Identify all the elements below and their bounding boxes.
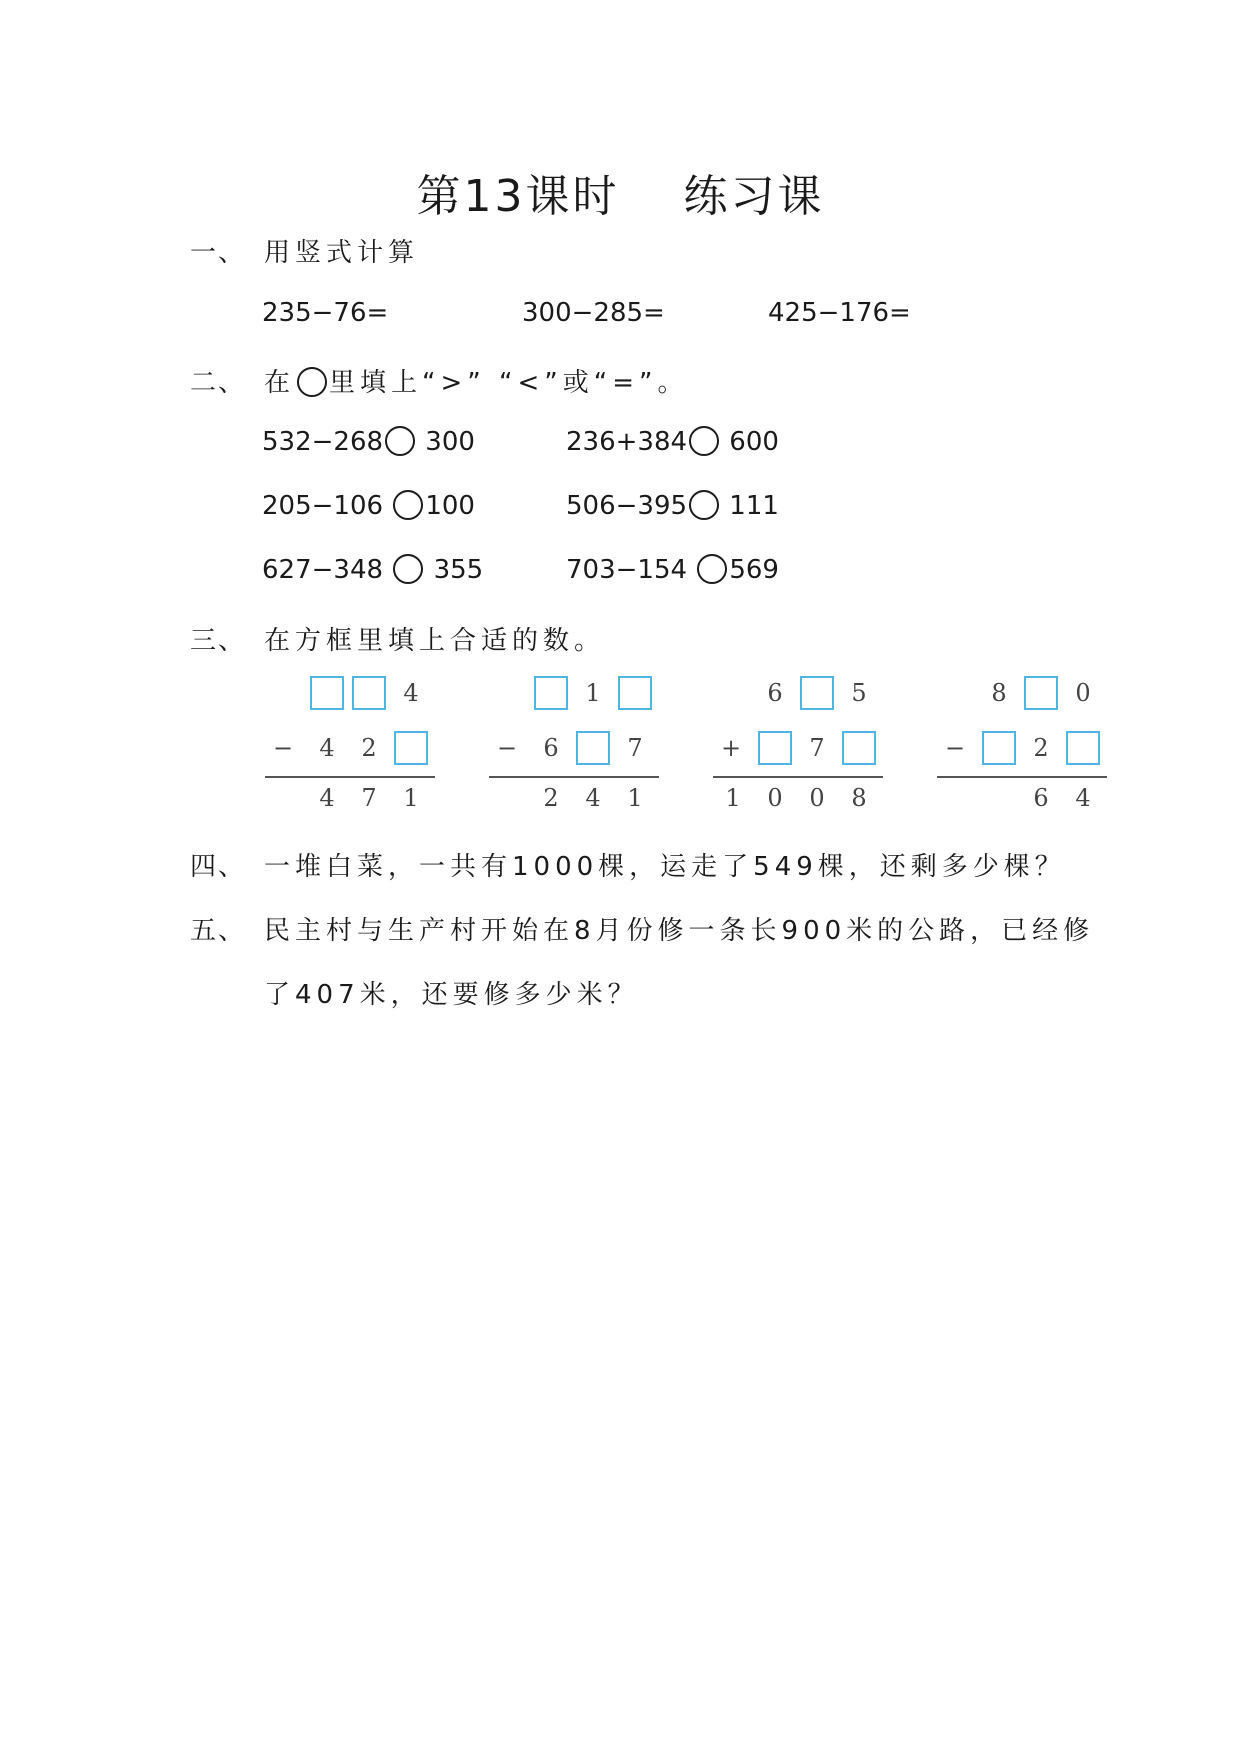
result-line — [489, 776, 659, 778]
compare-value: 600 — [721, 427, 779, 457]
expression: 205−106 — [262, 491, 392, 521]
digit: 6 — [543, 734, 559, 762]
compare-value: 569 — [729, 555, 779, 585]
digit: 5 — [851, 679, 867, 707]
digit: 0 — [1075, 679, 1091, 707]
answer-box[interactable] — [842, 731, 876, 765]
q2-row3-left — [262, 554, 483, 585]
result-digit: 8 — [851, 784, 867, 812]
compare-value: 100 — [425, 491, 475, 521]
question-5-text-line2: 了407米，还要修多少米？ — [264, 980, 639, 1010]
answer-box[interactable] — [576, 731, 610, 765]
result-digit: 1 — [403, 784, 419, 812]
question-4-number: 四、 — [190, 852, 247, 882]
circle-icon — [297, 367, 327, 397]
result-line — [713, 776, 883, 778]
plus-operator: + — [720, 734, 742, 762]
answer-box[interactable] — [1066, 731, 1100, 765]
minus-operator: − — [496, 734, 518, 762]
answer-box[interactable] — [758, 731, 792, 765]
digit: 7 — [627, 734, 643, 762]
q2-text-before: 在 — [264, 368, 296, 398]
result-digit: 0 — [767, 784, 783, 812]
expression: 627−348 — [262, 555, 392, 585]
minus-operator: − — [944, 734, 966, 762]
digit: 7 — [809, 734, 825, 762]
compare-circle[interactable] — [393, 554, 423, 584]
answer-box[interactable] — [982, 731, 1016, 765]
q2-row3-right — [566, 554, 779, 585]
question-3-number: 三、 — [190, 626, 247, 656]
question-2-text — [264, 362, 688, 399]
answer-box[interactable] — [1024, 676, 1058, 710]
compare-value: 111 — [721, 491, 779, 521]
compare-circle[interactable] — [689, 426, 719, 456]
result-digit: 4 — [585, 784, 601, 812]
result-line — [265, 776, 435, 778]
digit: 4 — [319, 734, 335, 762]
question-5-text-line1: 民主村与生产村开始在8月份修一条长900米的公路，已经修 — [264, 916, 1095, 946]
q2-row1-right — [566, 426, 779, 457]
result-digit: 4 — [1075, 784, 1091, 812]
result-digit: 6 — [1033, 784, 1049, 812]
answer-box[interactable] — [800, 676, 834, 710]
digit: 4 — [403, 679, 419, 707]
expression: 532−268 — [262, 427, 384, 457]
question-3-text: 在方框里填上合适的数。 — [264, 626, 606, 656]
digit: 1 — [585, 679, 601, 707]
q2-row1-left — [262, 426, 475, 457]
compare-value: 300 — [417, 427, 475, 457]
q1-expression-1: 235−76= — [262, 298, 389, 328]
answer-box[interactable] — [618, 676, 652, 710]
q2-text-after: 里填上“>” “<”或“=”。 — [329, 368, 689, 398]
q2-row2-right — [566, 490, 779, 521]
digit: 2 — [1033, 734, 1049, 762]
question-4-text: 一堆白菜，一共有1000棵，运走了549棵，还剩多少棵？ — [264, 852, 1066, 882]
q1-expression-3: 425−176= — [768, 298, 911, 328]
question-1-number: 一、 — [190, 238, 247, 268]
answer-box[interactable] — [534, 676, 568, 710]
result-digit: 7 — [361, 784, 377, 812]
question-5-number: 五、 — [190, 916, 247, 946]
digit: 2 — [361, 734, 377, 762]
result-digit: 1 — [627, 784, 643, 812]
q2-row2-left — [262, 490, 475, 521]
compare-circle[interactable] — [689, 490, 719, 520]
expression: 703−154 — [566, 555, 696, 585]
compare-circle[interactable] — [393, 490, 423, 520]
answer-box[interactable] — [394, 731, 428, 765]
question-1-text: 用竖式计算 — [264, 238, 420, 268]
result-digit: 4 — [319, 784, 335, 812]
q1-expression-2: 300−285= — [522, 298, 665, 328]
answer-box[interactable] — [310, 676, 344, 710]
question-2-number: 二、 — [190, 368, 247, 398]
result-digit: 1 — [725, 784, 741, 812]
compare-circle[interactable] — [385, 426, 415, 456]
page-title: 第13课时 练习课 — [416, 171, 825, 222]
expression: 506−395 — [566, 491, 688, 521]
digit: 8 — [991, 679, 1007, 707]
result-digit: 0 — [809, 784, 825, 812]
compare-circle[interactable] — [697, 554, 727, 584]
expression: 236+384 — [566, 427, 688, 457]
compare-value: 355 — [425, 555, 484, 585]
result-digit: 2 — [543, 784, 559, 812]
result-line — [937, 776, 1107, 778]
answer-box[interactable] — [352, 676, 386, 710]
minus-operator: − — [272, 734, 294, 762]
digit: 6 — [767, 679, 783, 707]
